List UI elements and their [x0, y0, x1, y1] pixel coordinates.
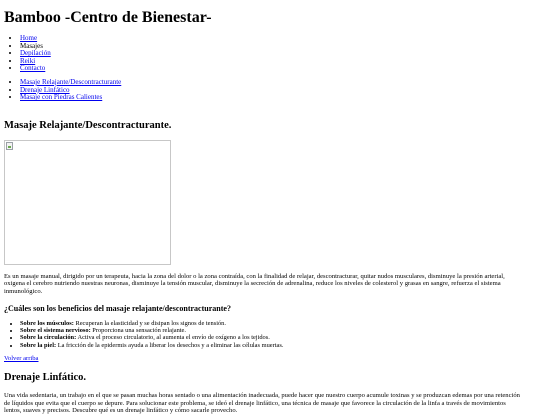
benefit-label: Sobre la circulación: [20, 334, 77, 342]
benefits-heading: ¿Cuáles son los beneficios del masaje relajante/descontracturante? [4, 303, 231, 313]
nav-label-masajes: Masajes [20, 41, 43, 50]
nav-item-home [20, 35, 536, 43]
section-title-relajante: Masaje Relajante/Descontracturante. [4, 119, 172, 131]
benefit-text: La fricción de la epidermis ayuda a liberar los desechos y a eliminar las células muertas. [56, 341, 284, 349]
section-intro-drenaje: Una vida sedentaria, un trabajo en el que se pasan muchas horas sentado o una alimentación inadecuada, puede hacer que nuestro cuerpo acumule toxinas y se produzcan edemas por una retención de líquidos que evita que el cuerpo se depure. Para solucionar este problema, se ideó el drenaje linfático, una técnica de masaje que favorece la circulación de la linfa a través de movimientos lentos, suaves y precisos. Descubre qué es un drenaje linfático y cómo sacarle provecho. [4, 392, 520, 415]
benefit-text: Recuperan la elasticidad y se disipan los signos de tensión. [73, 319, 226, 327]
list-item [20, 320, 536, 327]
subnav-link-piedras[interactable]: Masaje con Piedras Calientes [20, 93, 103, 102]
site-title: Bamboo -Centro de Bienestar- [4, 9, 212, 26]
nav-item-depilacion [20, 50, 536, 58]
broken-image-icon [6, 142, 13, 150]
nav-link-contacto[interactable]: Contacto [20, 64, 46, 73]
back-to-top-link[interactable]: Volver arriba [4, 355, 39, 363]
nav-link-home[interactable]: Home [20, 34, 38, 42]
benefit-label: Sobre los músculos: [20, 319, 74, 327]
subnav-item-relajante [20, 79, 536, 87]
nav-item-contacto [20, 65, 536, 73]
benefit-text: Proporciona una sensación relajante. [90, 326, 186, 334]
list-item [20, 342, 536, 349]
main-nav [4, 35, 536, 73]
nav-link-reiki[interactable]: Reiki [20, 56, 36, 65]
benefit-text: Activa el proceso circulatorio, al aumenta el envío de oxígeno a los tejidos. [76, 334, 270, 342]
section-title-drenaje: Drenaje Linfático. [4, 372, 87, 384]
broken-image [4, 140, 171, 265]
benefit-label: Sobre la piel: [20, 341, 57, 349]
section-intro-relajante: Es un masaje manual, dirigido por un terapeuta, hacia la zona del dolor o la zona contraída, con la finalidad de relajar, descontracturar, quitar nudos musculares, disminuye la presión arterial, oxigena el cerebro nutriendo nuestras neuronas, disminuye la tensión muscular, disminuye la secreción de adrenalina, reduce los niveles de colesterol y grasas en sangre, refuerza el sistema inmunológico. [4, 272, 505, 295]
subnav-link-relajante[interactable]: Masaje Relajante/Descontracturante [20, 77, 122, 86]
sub-nav [4, 79, 536, 102]
nav-item-reiki [20, 58, 536, 66]
list-item [20, 327, 536, 334]
list-item [20, 334, 536, 341]
nav-item-masajes [20, 43, 536, 51]
subnav-link-drenaje[interactable]: Drenaje Linfático [20, 85, 70, 94]
nav-link-depilacion[interactable]: Depilación [20, 49, 51, 58]
benefit-label: Sobre el sistema nervioso: [20, 326, 91, 334]
benefits-list [4, 320, 536, 350]
subnav-item-piedras [20, 94, 536, 102]
